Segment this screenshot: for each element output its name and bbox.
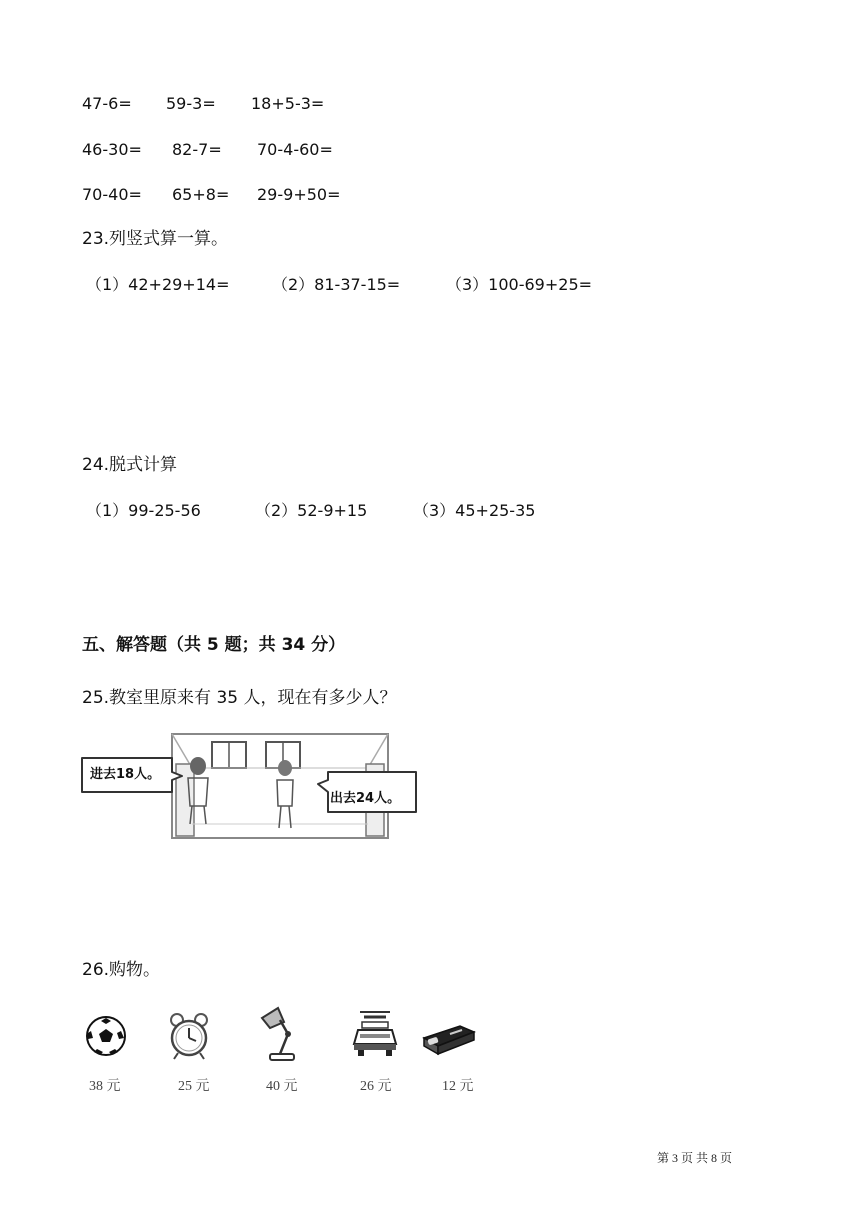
price-3: 40 元 [266,1079,298,1094]
q26-title: 26.购物。 [82,960,161,980]
q23-item-1: （1）42+29+14= [86,275,230,294]
toy-car-icon [350,1008,400,1060]
shop-item-4 [350,1008,414,1104]
arith-1-0: 46-30= [82,140,142,159]
section5-heading: 五、解答题（共 5 题；共 34 分） [82,635,346,655]
page-number: 第 3 页 共 8 页 [657,1151,733,1165]
q25-title: 25.教室里原来有 35 人，现在有多少人？ [82,688,397,708]
q24-item-2: （2）52-9+15 [255,501,368,520]
classroom-scene-icon [80,728,420,848]
shop-item-1 [84,1014,134,1104]
price-1: 38 元 [89,1079,121,1094]
shop-item-2 [164,1012,224,1104]
desk-lamp-icon [258,1006,306,1064]
shop-item-3 [258,1006,318,1104]
q23-title: 23.列竖式算一算。 [82,229,229,249]
q23-item-3: （3）100-69+25= [446,275,593,294]
q24-title: 24.脱式计算 [82,455,178,475]
classroom-illustration [80,728,420,848]
alarm-clock-icon [164,1012,214,1062]
bubble-enter-text: 进去18人。 [90,767,161,782]
bubble-exit-text: 出去24人。 [330,791,401,806]
price-4: 26 元 [360,1079,392,1094]
arith-0-2: 18+5-3= [251,94,325,113]
q23-item-2: （2）81-37-15= [272,275,401,294]
q24-item-1: （1）99-25-56 [86,501,201,520]
arith-0-0: 47-6= [82,94,132,113]
pencil-case-icon [420,1022,476,1056]
arith-1-2: 70-4-60= [257,140,333,159]
price-2: 25 元 [178,1079,210,1094]
shop-item-5 [420,1022,484,1104]
q24-item-3: （3）45+25-35 [413,501,536,520]
arith-1-1: 82-7= [172,140,222,159]
arith-2-1: 65+8= [172,185,230,204]
arith-2-2: 29-9+50= [257,185,341,204]
soccer-ball-icon [84,1014,128,1058]
arith-2-0: 70-40= [82,185,142,204]
arith-0-1: 59-3= [166,94,216,113]
price-5: 12 元 [442,1079,474,1094]
